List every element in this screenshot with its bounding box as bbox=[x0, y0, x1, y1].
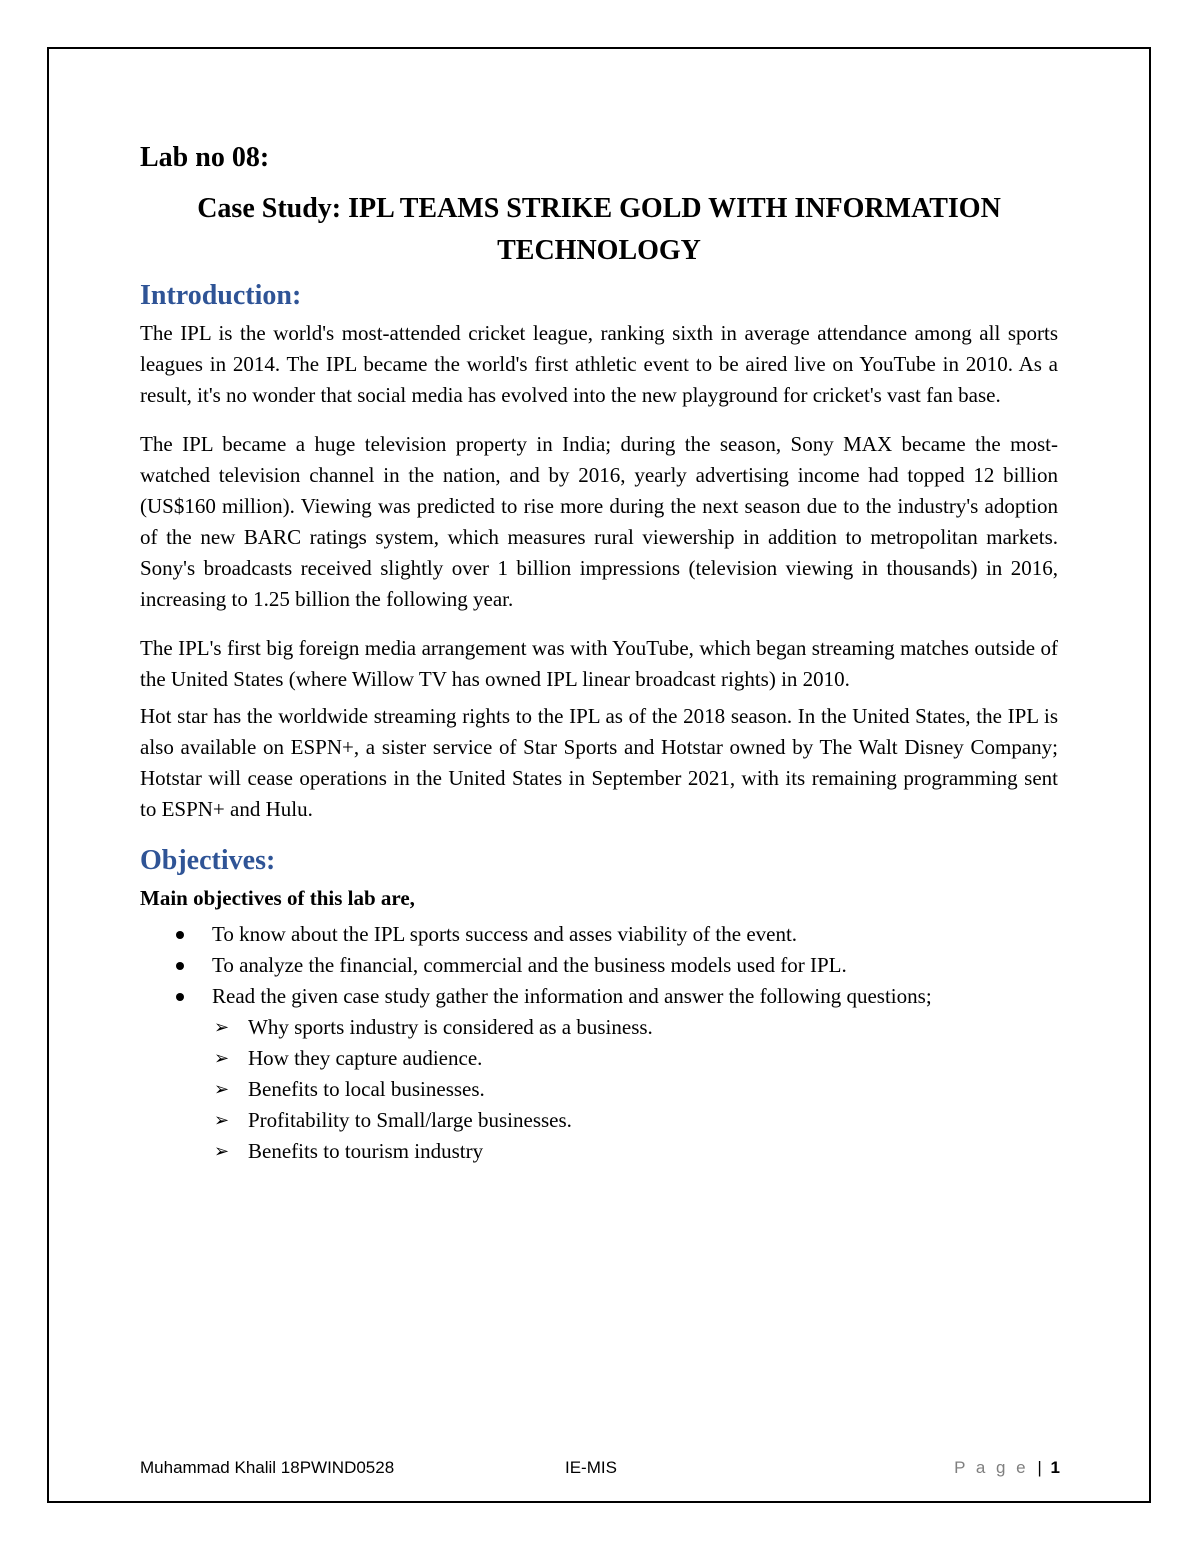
question-text: Benefits to tourism industry bbox=[248, 1139, 484, 1163]
case-study-title-line-1: Case Study: IPL TEAMS STRIKE GOLD WITH INFORMATION bbox=[197, 193, 1001, 224]
introduction-heading: Introduction: bbox=[140, 280, 302, 311]
question-text: How they capture audience. bbox=[248, 1046, 483, 1070]
question-text: Why sports industry is considered as a business. bbox=[248, 1015, 653, 1039]
footer-course: IE-MIS bbox=[565, 1458, 617, 1477]
document-body bbox=[140, 140, 1058, 1167]
arrow-bullet-icon: ➢ bbox=[214, 1048, 230, 1069]
list-item bbox=[212, 1105, 1058, 1136]
footer-page-number: 1 bbox=[1050, 1458, 1060, 1477]
bullet-icon bbox=[176, 931, 184, 939]
intro-paragraph-4: Hot star has the worldwide streaming rights to the IPL as of the 2018 season. In the United States, the IPL is also available on ESPN+, a sister service of Star Sports and Hotstar owned by The Walt Disney Company; Hotstar will cease operations in the United States in September 2021, with its remaining programming sent to ESPN+ and Hulu. bbox=[140, 704, 1058, 821]
arrow-bullet-icon: ➢ bbox=[214, 1110, 230, 1131]
arrow-bullet-icon: ➢ bbox=[214, 1141, 230, 1162]
bullet-icon bbox=[176, 962, 184, 970]
bullet-icon bbox=[176, 993, 184, 1001]
question-text: Profitability to Small/large businesses. bbox=[248, 1108, 572, 1132]
question-list bbox=[212, 1012, 1058, 1167]
list-item bbox=[212, 1136, 1058, 1167]
footer-author: Muhammad Khalil 18PWIND0528 bbox=[140, 1458, 395, 1477]
objectives-heading: Objectives: bbox=[140, 845, 276, 876]
list-item bbox=[212, 1074, 1058, 1105]
objective-text: To know about the IPL sports success and asses viability of the event. bbox=[212, 922, 798, 946]
objective-text: Read the given case study gather the information and answer the following questions; bbox=[212, 984, 932, 1008]
intro-paragraph-2: The IPL became a huge television property in India; during the season, Sony MAX became the most-watched television channel in the nation, and by 2016, yearly advertising income had topped 12 billion (US$160 million). Viewing was predicted to rise more during the next season due to the industry's adoption of the new BARC ratings system, which measures rural viewership in addition to metropolitan markets. Sony's broadcasts received slightly over 1 billion impressions (television viewing in thousands) in 2016, increasing to 1.25 billion the following year. bbox=[140, 432, 1058, 611]
list-item bbox=[212, 1043, 1058, 1074]
intro-paragraph-3: The IPL's first big foreign media arrangement was with YouTube, which began streaming matches outside of the United States (where Willow TV has owned IPL linear broadcast rights) in 2010. bbox=[140, 636, 1058, 691]
case-study-title bbox=[140, 188, 1058, 272]
footer-separator: | bbox=[1037, 1458, 1042, 1477]
list-item bbox=[170, 919, 1058, 950]
objective-text: To analyze the financial, commercial and the business models used for IPL. bbox=[212, 953, 847, 977]
intro-paragraph-1: The IPL is the world's most-attended cricket league, ranking sixth in average attendance among all sports leagues in 2014. The IPL became the world's first athletic event to be aired live on YouTube in 2010. As a result, it's no wonder that social media has evolved into the new playground for cricket's vast fan base. bbox=[140, 321, 1058, 407]
arrow-bullet-icon: ➢ bbox=[214, 1079, 230, 1100]
question-text: Benefits to local businesses. bbox=[248, 1077, 485, 1101]
footer-page-label: P a g e bbox=[954, 1458, 1029, 1477]
list-item bbox=[170, 981, 1058, 1167]
case-study-title-line-2: TECHNOLOGY bbox=[497, 235, 701, 266]
objectives-subheading: Main objectives of this lab are, bbox=[140, 886, 415, 910]
objectives-list bbox=[140, 919, 1058, 1167]
list-item bbox=[170, 950, 1058, 981]
page-footer bbox=[140, 1458, 1060, 1486]
list-item bbox=[212, 1012, 1058, 1043]
lab-number-title: Lab no 08: bbox=[140, 142, 270, 173]
footer-page-indicator bbox=[954, 1458, 1060, 1478]
arrow-bullet-icon: ➢ bbox=[214, 1017, 230, 1038]
